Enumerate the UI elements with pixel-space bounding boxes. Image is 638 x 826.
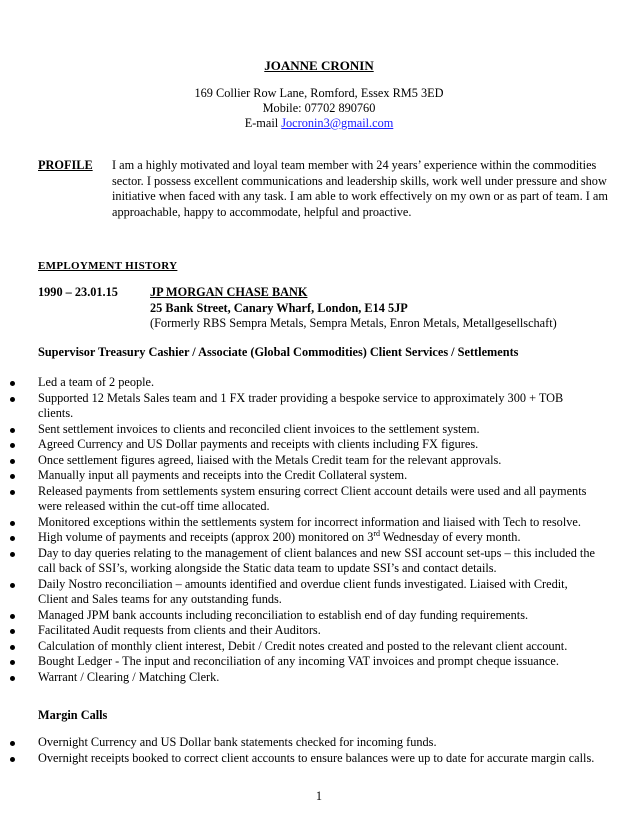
duties-list — [0, 375, 600, 685]
page-number: 1 — [315, 789, 323, 803]
list-item — [0, 577, 600, 608]
bullet-icon — [10, 614, 15, 619]
margin-calls-list — [0, 735, 600, 766]
list-item-text: Day to day queries relating to the management of client balances and new SSI account set-ups – this included the call back of SSI’s, working alongside the Static data team to update SSI’s and contact details. — [38, 545, 595, 575]
list-item-text: Facilitated Audit requests from clients and their Auditors. — [38, 623, 321, 637]
bullet-icon — [10, 536, 15, 541]
list-item — [0, 639, 600, 655]
list-item — [0, 515, 600, 531]
list-item — [0, 751, 600, 767]
job-dates: 1990 – 23.01.15 — [38, 285, 118, 299]
list-item — [0, 546, 600, 577]
bullet-icon — [10, 474, 15, 479]
bullet-icon — [10, 583, 15, 588]
list-item-text: Once settlement figures agreed, liaised with the Metals Credit team for the relevant approvals. — [38, 452, 502, 467]
bullet-icon — [10, 757, 15, 762]
list-item — [0, 654, 600, 670]
mobile-line: Mobile: 07702 890760 — [262, 100, 376, 115]
list-item-text: Released payments from settlements system ensuring correct Client account details were used and all payments were released within the cut-off time allocated. — [38, 483, 587, 513]
job-role: Supervisor Treasury Cashier / Associate (Global Commodities) Client Services / Settlements — [38, 345, 519, 359]
bullet-icon — [10, 645, 15, 650]
list-item-text: Managed JPM bank accounts including reconciliation to establish end of day funding requirements. — [38, 607, 529, 622]
list-item — [0, 530, 600, 546]
list-item-text: Led a team of 2 people. — [38, 375, 155, 389]
email-line — [0, 116, 638, 131]
list-item — [0, 484, 600, 515]
list-item-text: Bought Ledger - The input and reconciliation of any incoming VAT invoices and prompt cheque issuance. — [38, 654, 559, 668]
bullet-icon — [10, 552, 15, 557]
list-item — [0, 453, 600, 469]
address-line: 169 Collier Row Lane, Romford, Essex RM5 3ED — [194, 85, 444, 100]
margin-calls-heading: Margin Calls — [38, 708, 108, 722]
list-item — [0, 735, 600, 751]
list-item — [0, 375, 600, 391]
bullet-icon — [10, 676, 15, 681]
profile-label: PROFILE — [38, 158, 93, 172]
list-item-text: Monitored exceptions within the settlements system for incorrect information and liaised with Tech to resolve. — [38, 514, 581, 529]
bullet-icon — [10, 381, 15, 386]
email-prefix: E-mail — [244, 115, 282, 130]
bullet-icon — [10, 629, 15, 634]
list-item-text: Daily Nostro reconciliation – amounts identified and overdue client funds investigated. Liaised with Credit, Client and Sales teams for any outstanding funds. — [38, 576, 568, 606]
list-item-text: Overnight receipts booked to correct client accounts to ensure balances were up to date for accurate margin calls. — [38, 750, 595, 765]
list-item-text: Overnight Currency and US Dollar bank statements checked for incoming funds. — [38, 735, 437, 749]
bullet-icon — [10, 459, 15, 464]
bullet-icon — [10, 521, 15, 526]
bullet-icon — [10, 741, 15, 746]
job-company: JP MORGAN CHASE BANK — [150, 285, 308, 299]
job-title-row — [38, 285, 608, 301]
job-former-names: (Formerly RBS Sempra Metals, Sempra Metals, Enron Metals, Metallgesellschaft) — [150, 316, 557, 330]
email-link[interactable]: Jocronin3@gmail.com — [281, 115, 394, 130]
job-entry — [38, 285, 608, 332]
contact-block — [0, 86, 638, 131]
bullet-icon — [10, 490, 15, 495]
list-item-text: Sent settlement invoices to clients and reconciled client invoices to the settlement system. — [38, 421, 480, 436]
ordinal-suffix: rd — [373, 528, 381, 538]
profile-section — [38, 158, 608, 220]
list-item-text: Manually input all payments and receipts into the Credit Collateral system. — [38, 468, 408, 482]
list-item — [0, 437, 600, 453]
list-item-text: Supported 12 Metals Sales team and 1 FX trader providing a bespoke service to approximately 300 + TOB clients. — [38, 390, 564, 420]
list-item-text-end: Wednesday of every month. — [380, 530, 521, 544]
list-item — [0, 670, 600, 686]
bullet-icon — [10, 428, 15, 433]
list-item — [0, 608, 600, 624]
list-item-text: Warrant / Clearing / Matching Clerk. — [38, 669, 220, 684]
contact-header — [0, 58, 638, 131]
job-address: 25 Bank Street, Canary Wharf, London, E14 5JP — [150, 300, 408, 315]
list-item — [0, 623, 600, 639]
profile-text: I am a highly motivated and loyal team member with 24 years’ experience within the commodities sector. I possess excellent communications and leadership skills, work well under pressure and show initiative when faced with any task. I am able to work effectively on my own or as part of team. I am approachable, happy to accommodate, helpful and proactive. — [112, 158, 608, 219]
candidate-name: JOANNE CRONIN — [264, 58, 374, 73]
list-item-text: High volume of payments and receipts (approx 200) monitored on 3 — [38, 530, 374, 544]
list-item — [0, 422, 600, 438]
list-item-text: Calculation of monthly client interest, Debit / Credit notes created and posted to the relevant client account. — [38, 638, 568, 653]
list-item-text: Agreed Currency and US Dollar payments and receipts with clients including FX figures. — [38, 437, 479, 451]
bullet-icon — [10, 397, 15, 402]
bullet-icon — [10, 443, 15, 448]
list-item — [0, 468, 600, 484]
employment-heading: EMPLOYMENT HISTORY — [38, 260, 178, 272]
bullet-icon — [10, 660, 15, 665]
list-item — [0, 391, 600, 422]
